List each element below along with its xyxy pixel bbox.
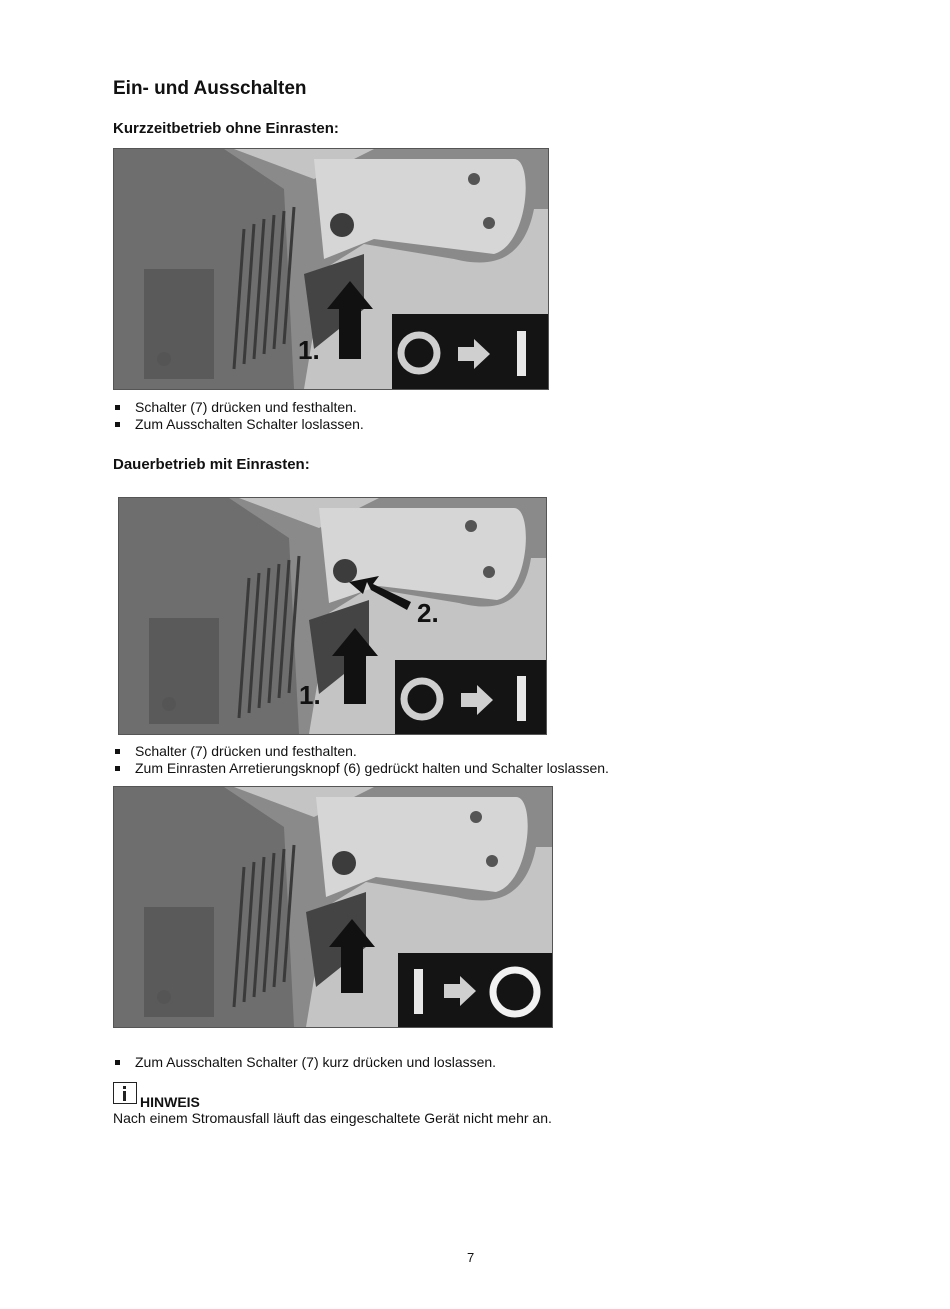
list-item: Schalter (7) drücken und festhalten. bbox=[113, 399, 364, 416]
bullet-list-section1 bbox=[113, 399, 364, 433]
figure-switch-off bbox=[113, 786, 553, 1028]
figure-switch-on-lock bbox=[118, 497, 547, 735]
page-title: Ein- und Ausschalten bbox=[113, 78, 307, 99]
list-item: Zum Ausschalten Schalter loslassen. bbox=[113, 416, 364, 433]
info-icon bbox=[113, 1082, 137, 1104]
figure-step-2-label: 2. bbox=[417, 598, 439, 628]
figure-step-1-label: 1. bbox=[298, 335, 320, 365]
list-item: Zum Einrasten Arretierungsknopf (6) gedrückt halten und Schalter loslassen. bbox=[113, 760, 609, 777]
section-heading-short-term: Kurzzeitbetrieb ohne Einrasten: bbox=[113, 120, 339, 137]
bullet-list-section3 bbox=[113, 1054, 496, 1071]
note-text: Nach einem Stromausfall läuft das eingeschaltete Gerät nicht mehr an. bbox=[113, 1110, 552, 1126]
list-item: Schalter (7) drücken und festhalten. bbox=[113, 743, 609, 760]
note-label: HINWEIS bbox=[140, 1094, 200, 1110]
section-heading-continuous: Dauerbetrieb mit Einrasten: bbox=[113, 456, 310, 473]
list-item: Zum Ausschalten Schalter (7) kurz drücken und loslassen. bbox=[113, 1054, 496, 1071]
bullet-list-section2 bbox=[113, 743, 609, 777]
figure-step-1-label: 1. bbox=[299, 680, 321, 710]
page-number: 7 bbox=[467, 1250, 475, 1265]
figure-switch-on-momentary bbox=[113, 148, 549, 390]
